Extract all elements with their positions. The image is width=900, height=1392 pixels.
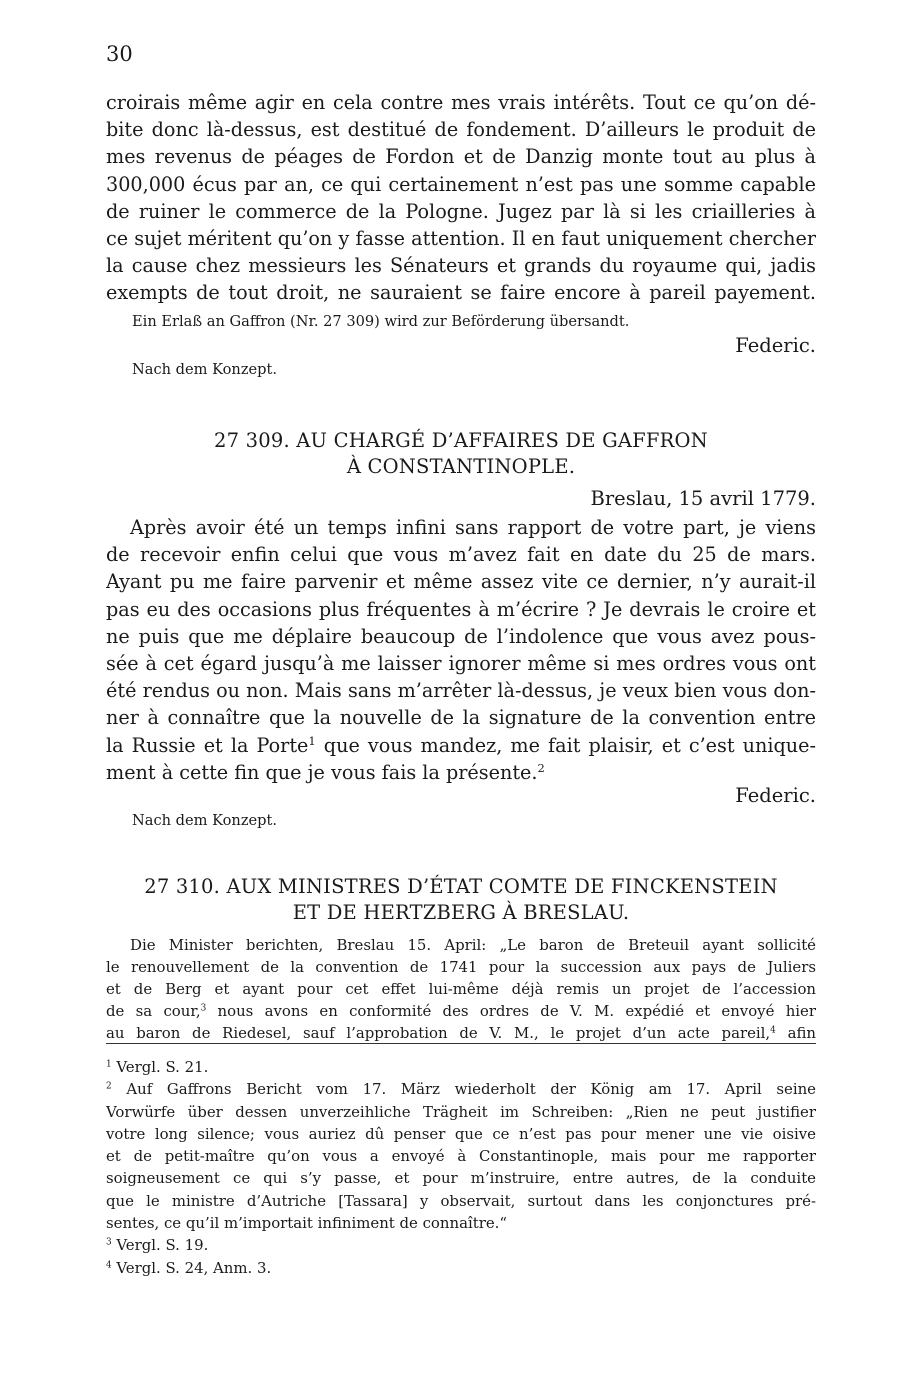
footnote-ref: 3: [200, 1003, 207, 1014]
footnote-divider: [106, 1043, 816, 1044]
text-line: de ruiner le commerce de la Pologne. Jugez par là si les criailleries à: [106, 199, 816, 223]
footnote-ref: 2: [537, 760, 545, 775]
minister-report: [106, 934, 816, 1044]
text-line: sée à cet égard jusqu’à me laisser ignorer même si mes ordres vous ont: [106, 651, 816, 675]
letter-heading: [106, 874, 816, 926]
page-number: 30: [106, 42, 133, 66]
text-line: sentes, ce qu’il m’importait infiniment de connaître.“: [106, 1214, 507, 1233]
text-line: et de Berg et ayant pour cet effet lui-même déjà remis un projet de l’accession: [106, 980, 816, 998]
text-line: Ayant pu me faire parvenir et même assez vite ce dernier, n’y aurait-il: [106, 570, 816, 594]
footnote-ref: 1: [308, 733, 316, 748]
footnote-text: Auf Gaffrons Bericht vom 17. März wiederholt der König am 17. April seine: [111, 1080, 816, 1099]
heading-line: 27 309. AU CHARGÉ D’AFFAIRES DE GAFFRON: [214, 429, 708, 452]
text-line: bite donc là-dessus, est destitué de fondement. D’ailleurs le produit de: [106, 118, 816, 142]
text-line: ner à connaître que la nouvelle de la signature de la convention entre: [106, 706, 816, 730]
footnotes: [106, 1056, 816, 1279]
footnote-mark: 2: [106, 1081, 112, 1092]
text-line: votre long silence; vous auriez dû penser que ce n’est pas pour mener une vie oisive: [106, 1124, 816, 1143]
footnote: [106, 1078, 816, 1100]
text-span: de sa cour,: [106, 1002, 201, 1020]
footnote-mark: 3: [106, 1238, 112, 1249]
letter-body: [106, 514, 816, 786]
text-line: [106, 732, 816, 759]
footnote-text: Vergl. S. 21.: [111, 1058, 209, 1076]
footnote: [106, 1257, 816, 1279]
text-line: ne puis que me déplaire beaucoup de l’indolence que vous avez pous-: [106, 624, 816, 648]
footnote-ref: 4: [770, 1025, 776, 1036]
text-line: que le ministre d’Autriche [Tassara] y observait, surtout dans les conjonctures pré-: [106, 1191, 816, 1210]
footnote-text: Vergl. S. 24, Anm. 3.: [111, 1258, 272, 1277]
text-line: ce sujet méritent qu’on y fasse attention. Il en faut uniquement chercher: [106, 226, 816, 250]
text-line: Après avoir été un temps infini sans rapport de votre part, je viens: [130, 516, 816, 539]
text-line: de recevoir enfin celui que vous m’avez fait en date du 25 de mars.: [106, 543, 816, 567]
text-span: ment à cette fin que je vous fais la présente.: [106, 760, 538, 784]
text-line: 300,000 écus par an, ce qui certainement n’est pas une somme capable: [106, 172, 816, 196]
text-line: croirais même agir en cela contre mes vrais intérêts. Tout ce qu’on dé-: [106, 91, 816, 114]
signature: Federic.: [735, 784, 816, 807]
heading-line: 27 310. AUX MINISTRES D’ÉTAT COMTE DE FINCKENSTEIN: [144, 875, 778, 898]
text-line: soigneusement ce qui s’y passe, et pour m’instruire, entre autres, de la conduite: [106, 1169, 816, 1188]
footnote-mark: 4: [106, 1260, 112, 1271]
text-span: afin: [775, 1024, 816, 1042]
signature: Federic.: [735, 334, 816, 357]
text-line: mes revenus de péages de Fordon et de Danzig monte tout au plus à: [106, 145, 816, 169]
text-line: pas eu des occasions plus fréquentes à m’écrire ? Je devrais le croire et: [106, 597, 816, 621]
footnote-text: Vergl. S. 19.: [111, 1236, 209, 1255]
footnote: [106, 1056, 816, 1078]
text-line: été rendus ou non. Mais sans m’arrêter là-dessus, je veux bien vous don-: [106, 679, 816, 703]
footnote: [106, 1234, 816, 1256]
text-line: exempts de tout droit, ne sauraient se faire encore à pareil payement.: [106, 281, 816, 305]
editorial-note: Ein Erlaß an Gaffron (Nr. 27 309) wird zur Beförderung übersandt.: [132, 313, 630, 330]
text-span: nous avons en conformité des ordres de V. M. expédié et envoyé hier: [206, 1002, 816, 1020]
source-note: Nach dem Konzept.: [132, 361, 278, 378]
text-span: au baron de Riedesel, sauf l’approbation de V. M., le projet d’un acte pareil,: [106, 1024, 771, 1042]
text-span: que vous mandez, me fait plaisir, et c’est unique-: [315, 733, 816, 757]
dateline: Breslau, 15 avril 1779.: [590, 487, 816, 510]
letter-heading: [106, 428, 816, 480]
heading-line: À CONSTANTINOPLE.: [346, 455, 576, 478]
text-line: [106, 1000, 816, 1022]
source-note: Nach dem Konzept.: [132, 812, 278, 829]
footnote-mark: 1: [106, 1059, 112, 1070]
text-line: la cause chez messieurs les Sénateurs et grands du royaume qui, jadis: [106, 254, 816, 278]
text-line: Vorwürfe über dessen unverzeihliche Trägheit im Schreiben: „Rien ne peut justifier: [106, 1102, 816, 1121]
text-line: [106, 759, 816, 786]
text-line: le renouvellement de la convention de 1741 pour la succession aux pays de Juliers: [106, 958, 816, 976]
text-line: Die Minister berichten, Breslau 15. April: „Le baron de Breteuil ayant sollicité: [130, 936, 816, 954]
text-line: [106, 1022, 816, 1044]
text-line: et de petit-maître qu’on vous a envoyé à Constantinople, mais pour me rapporter: [106, 1147, 816, 1166]
text-span: la Russie et la Porte: [106, 733, 309, 757]
top-paragraph: [106, 89, 816, 307]
heading-line: ET DE HERTZBERG À BRESLAU.: [292, 901, 630, 924]
